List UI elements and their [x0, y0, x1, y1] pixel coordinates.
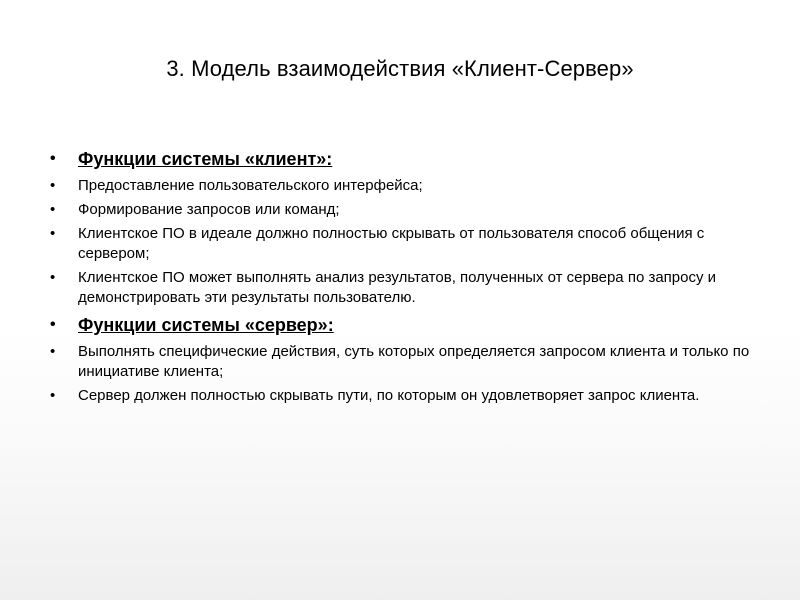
slide-content: [50, 148, 760, 410]
list-item: [50, 200, 760, 220]
list-item-text: Клиентское ПО в идеале должно полностью скрывать от пользователя способ общения с сервером;: [78, 225, 705, 262]
list-item: [50, 268, 760, 308]
bullet-icon: •: [50, 225, 56, 242]
list-item: [50, 386, 760, 406]
bullet-icon: •: [50, 316, 56, 333]
list-item-text: Формирование запросов или команд;: [78, 201, 340, 218]
list-item: [50, 342, 760, 382]
bullet-icon: •: [50, 177, 56, 194]
section-heading-text: Функции системы «клиент»:: [78, 149, 333, 169]
bullet-icon: •: [50, 343, 56, 360]
bullet-list: [50, 148, 760, 406]
bullet-icon: •: [50, 269, 56, 286]
list-item-text: Сервер должен полностью скрывать пути, по которым он удовлетворяет запрос клиента.: [78, 387, 700, 404]
bullet-icon: •: [50, 201, 56, 218]
section-heading-client: [50, 148, 760, 170]
section-heading-server: [50, 314, 760, 336]
list-item-text: Клиентское ПО может выполнять анализ результатов, полученных от сервера по запросу и демонстрировать эти результаты пользователю.: [78, 269, 717, 306]
slide-title: 3. Модель взаимодействия «Клиент-Сервер»: [166, 56, 634, 81]
section-heading-text: Функции системы «сервер»:: [78, 315, 334, 335]
bullet-icon: •: [50, 150, 56, 167]
list-item: [50, 224, 760, 264]
list-item-text: Предоставление пользовательского интерфейса;: [78, 177, 423, 194]
list-item: [50, 176, 760, 196]
list-item-text: Выполнять специфические действия, суть которых определяется запросом клиента и только по инициативе клиента;: [78, 343, 750, 380]
bullet-icon: •: [50, 387, 56, 404]
